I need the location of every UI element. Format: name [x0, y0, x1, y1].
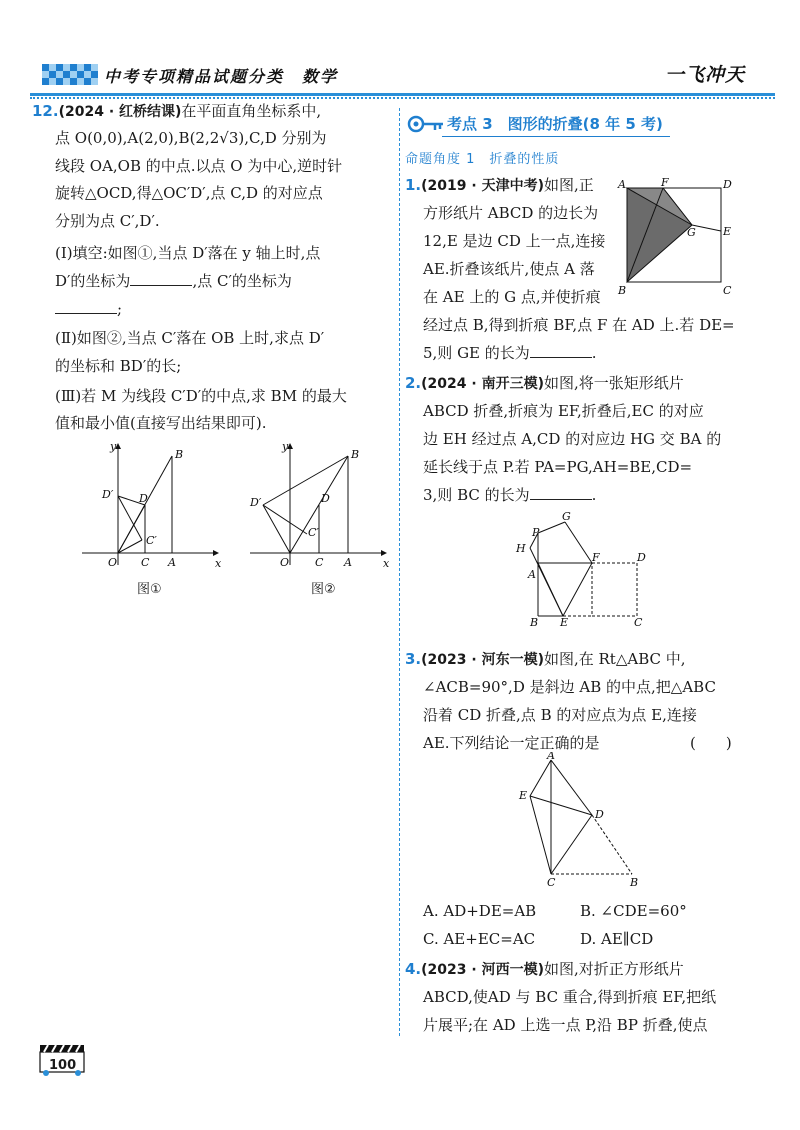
- column-divider: [399, 108, 400, 1036]
- q2-line-5: 3,则 BC 的长为 .: [423, 486, 597, 504]
- q2-fig-label-a: A: [528, 568, 536, 581]
- fig1-label-a: A: [168, 556, 176, 569]
- q1-number: 1.: [405, 176, 422, 194]
- fig2-label-a: A: [344, 556, 352, 569]
- q12-source: (2024 · 红桥结课): [58, 104, 182, 120]
- q3-line-2: ∠ACB=90°,D 是斜边 AB 的中点,把△ABC: [423, 678, 716, 696]
- q12-figure-2-caption: 图②: [311, 582, 336, 597]
- q1-fig-label-c: C: [723, 284, 732, 297]
- header-logo-icon: [42, 64, 98, 90]
- q1-line-2: 方形纸片 ABCD 的边长为: [423, 204, 599, 222]
- q2-fig-label-h: H: [516, 542, 526, 555]
- fig2-label-x: x: [383, 557, 390, 570]
- q2-answer-blank[interactable]: [530, 485, 592, 500]
- q3-fig-label-b: B: [630, 876, 639, 889]
- q3-option-a[interactable]: A. AD+DE=AB: [423, 902, 537, 920]
- fig2-label-o: O: [280, 556, 290, 569]
- q12-figure-2: [248, 440, 398, 570]
- fig1-label-dprime: D′: [102, 488, 114, 501]
- q1-line-3: 12,E 是边 CD 上一点,连接: [423, 232, 606, 250]
- fig2-label-cprime: C′: [308, 526, 319, 539]
- q2-fig-label-p: P: [532, 526, 540, 539]
- q12-line-1: 12.(2024 · 红桥结课)在平面直角坐标系中,: [32, 102, 322, 120]
- q12-line-3: 线段 OA,OB 的中点.以点 O 为中心,逆时针: [55, 157, 343, 175]
- q12-answer-blank-1[interactable]: [130, 271, 192, 286]
- q1-fig-label-e: E: [723, 225, 732, 238]
- q3-option-c[interactable]: C. AE+EC=AC: [423, 930, 536, 948]
- q12-number: 12.: [32, 102, 59, 120]
- page-number: 100: [49, 1058, 77, 1073]
- q1-source: (2019 · 天津中考): [421, 178, 544, 194]
- q1-answer-blank[interactable]: [530, 343, 592, 358]
- q1-fig-label-f: F: [661, 176, 669, 189]
- q3-fig-label-e: E: [519, 789, 528, 802]
- q3-source: (2023 · 河东一模): [421, 652, 544, 668]
- fig1-label-b: B: [175, 448, 184, 461]
- q12-part1-line-2: D′的坐标为 ,点 C′的坐标为: [55, 272, 292, 290]
- q12-line-4: 旋转△OCD,得△OC′D′,点 C,D 的对应点: [55, 184, 323, 202]
- q2-number: 2.: [405, 374, 422, 392]
- q3-option-b[interactable]: B. ∠CDE=60°: [580, 902, 687, 920]
- q1-fig-label-a: A: [618, 178, 626, 191]
- fig2-label-c: C: [315, 556, 324, 569]
- q2-fig-label-g: G: [562, 510, 571, 523]
- q12-figure-1: [80, 440, 230, 570]
- keypoint-title: 考点 3 图形的折叠(8 年 5 考): [447, 115, 663, 133]
- q1-fig-label-g: G: [687, 226, 696, 239]
- q12-answer-blank-2[interactable]: [55, 299, 117, 314]
- q2-fig-label-b: B: [530, 616, 539, 628]
- q2-line-4: 延长线于点 P.若 PA=PG,AH=BE,CD=: [423, 458, 693, 476]
- key-icon: [407, 110, 445, 138]
- q12-part3-line-1: (Ⅲ)若 M 为线段 C′D′的中点,求 BM 的最大: [55, 387, 347, 405]
- q2-fig-label-e: E: [560, 616, 569, 628]
- q2-line-3: 边 EH 经过点 A,CD 的对应边 HG 交 BA 的: [423, 430, 722, 448]
- q2-line-2: ABCD 折叠,折痕为 EF,折叠后,EC 的对应: [423, 402, 704, 420]
- q3-line-3: 沿着 CD 折叠,点 B 的对应点为点 E,连接: [423, 706, 697, 724]
- q2-figure: [508, 508, 648, 628]
- q1-line-6: 经过点 B,得到折痕 BF,点 F 在 AD 上.若 DE=: [423, 316, 735, 334]
- q1-fig-label-d: D: [723, 178, 732, 191]
- q1-line-1: 1.(2019 · 天津中考)如图,正: [405, 176, 594, 194]
- fig2-label-dprime: D′: [250, 496, 262, 509]
- q1-line-7: 5,则 GE 的长为 .: [423, 344, 597, 362]
- q4-number: 4.: [405, 960, 422, 978]
- q12-part2-line-1: (Ⅱ)如图②,当点 C′落在 OB 上时,求点 D′: [55, 329, 325, 347]
- q2-fig-label-d: D: [637, 551, 646, 564]
- header-title: 中考专项精品试题分类 数学: [104, 67, 339, 86]
- q3-line-1: 3.(2023 · 河东一模)如图,在 Rt△ABC 中,: [405, 650, 686, 668]
- fig1-label-x: x: [215, 557, 222, 570]
- q1-fig-label-b: B: [618, 284, 627, 297]
- q2-fig-label-f: F: [592, 551, 600, 564]
- q3-fig-label-c: C: [547, 876, 556, 889]
- q4-source: (2023 · 河西一模): [421, 962, 544, 978]
- fig2-label-b: B: [351, 448, 360, 461]
- q2-fig-label-c: C: [634, 616, 643, 628]
- q12-line-5: 分别为点 C′,D′.: [55, 212, 160, 230]
- fig1-label-cprime: C′: [146, 534, 157, 547]
- q1-line-4: AE.折叠该纸片,使点 A 落: [423, 260, 595, 278]
- q3-option-d[interactable]: D. AE∥CD: [580, 930, 654, 948]
- header-brand: 一飞冲天: [665, 64, 746, 86]
- angle-subtitle: 命题角度 1 折叠的性质: [405, 152, 560, 167]
- fig1-label-y: y: [110, 440, 117, 453]
- q12-part1-line-3: ;: [55, 296, 122, 323]
- fig1-label-d: D: [139, 492, 148, 505]
- header-rule: [30, 93, 775, 96]
- q2-line-1: 2.(2024 · 南开三模)如图,将一张矩形纸片: [405, 374, 684, 392]
- q1-line-5: 在 AE 上的 G 点,并使折痕: [423, 288, 601, 306]
- q4-line-1: 4.(2023 · 河西一模)如图,对折正方形纸片: [405, 960, 684, 978]
- fig1-label-o: O: [108, 556, 118, 569]
- q2-source: (2024 · 南开三模): [421, 376, 544, 392]
- q12-part2-line-2: 的坐标和 BD′的长;: [55, 357, 182, 375]
- q12-part1-line-1: (Ⅰ)填空:如图①,当点 D′落在 y 轴上时,点: [55, 244, 321, 262]
- keypoint-underline: [442, 136, 670, 137]
- fig2-label-y: y: [282, 440, 289, 453]
- fig2-label-d: D: [321, 492, 330, 505]
- q4-line-2: ABCD,使AD 与 BC 重合,得到折痕 EF,把纸: [423, 988, 717, 1006]
- q1-figure: [617, 176, 742, 301]
- q3-fig-label-d: D: [595, 808, 604, 821]
- q3-line-4: AE.下列结论一定正确的是: [423, 734, 600, 752]
- q3-fig-label-a: A: [547, 752, 555, 762]
- q12-part3-line-2: 值和最小值(直接写出结果即可).: [55, 414, 267, 432]
- fig1-label-c: C: [141, 556, 150, 569]
- q3-number: 3.: [405, 650, 422, 668]
- q3-answer-bracket[interactable]: ( ): [690, 734, 732, 752]
- q3-figure: [512, 752, 652, 890]
- q12-line-2: 点 O(0,0),A(2,0),B(2,2√3),C,D 分别为: [55, 129, 327, 147]
- q4-line-3: 片展平;在 AD 上选一点 P,沿 BP 折叠,使点: [423, 1016, 708, 1034]
- q12-figure-1-caption: 图①: [137, 582, 162, 597]
